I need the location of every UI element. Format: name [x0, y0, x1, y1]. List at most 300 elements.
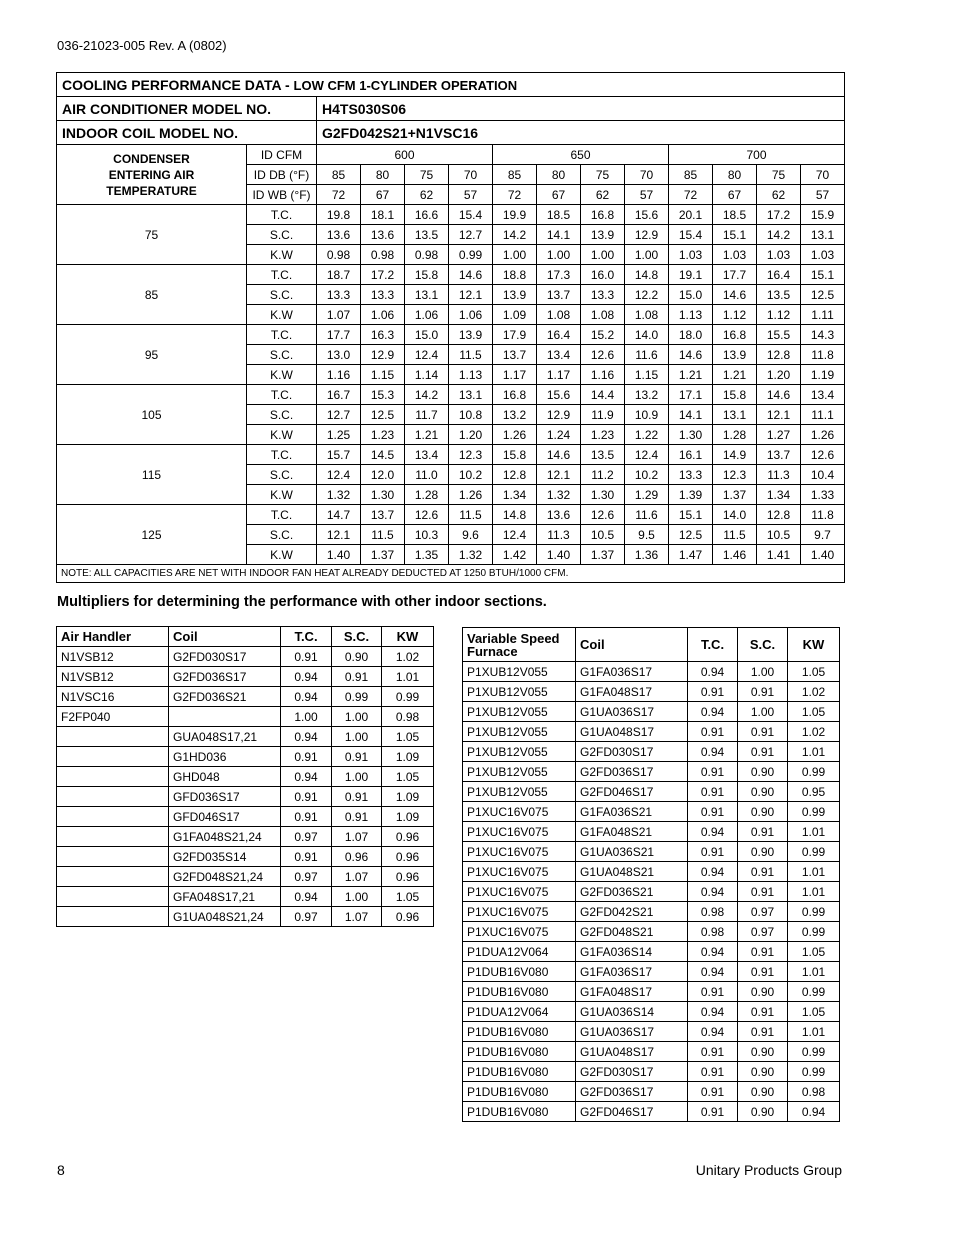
table-cell: 1.07 [332, 827, 382, 847]
performance-value: 1.00 [625, 245, 669, 265]
table-row [463, 682, 840, 702]
company-name: Unitary Products Group [695, 1162, 842, 1178]
performance-value: 13.2 [625, 385, 669, 405]
performance-value: 14.4 [581, 385, 625, 405]
performance-value: 11.3 [537, 525, 581, 545]
table-row [463, 842, 840, 862]
table-cell: 0.90 [738, 1082, 788, 1102]
performance-value: 12.4 [317, 465, 361, 485]
id-db-value: 80 [537, 165, 581, 185]
metric-label: K.W [247, 305, 317, 325]
performance-value: 12.5 [669, 525, 713, 545]
table-row [463, 802, 840, 822]
condenser-temp-cell: 85 [57, 265, 247, 325]
performance-value: 15.4 [449, 205, 493, 225]
table-cell: 1.05 [788, 1002, 840, 1022]
performance-value: 17.7 [713, 265, 757, 285]
performance-value: 12.1 [757, 405, 801, 425]
performance-value: 14.1 [537, 225, 581, 245]
id-db-value: 80 [713, 165, 757, 185]
table-row [463, 762, 840, 782]
table-cell: G1FA036S17 [576, 962, 688, 982]
table-cell: 0.97 [281, 907, 332, 927]
document-number: 036-21023-005 Rev. A (0802) [57, 38, 227, 53]
id-wb-value: 62 [581, 185, 625, 205]
performance-value: 1.19 [801, 365, 845, 385]
performance-value: 12.6 [405, 505, 449, 525]
table-cell: 0.94 [688, 1002, 738, 1022]
table-cell: G2FD046S17 [576, 1102, 688, 1122]
multipliers-heading: Multipliers for determining the performance with other indoor sections. [57, 594, 547, 610]
performance-value: 12.9 [537, 405, 581, 425]
table-cell: G2FD030S17 [576, 742, 688, 762]
performance-value: 1.12 [713, 305, 757, 325]
metric-label: S.C. [247, 285, 317, 305]
performance-value: 11.0 [405, 465, 449, 485]
table-cell: G1UA048S21,24 [169, 907, 281, 927]
performance-value: 1.32 [537, 485, 581, 505]
ac-model-row [57, 97, 845, 121]
performance-value: 12.8 [757, 345, 801, 365]
table-cell: G1UA036S17 [576, 702, 688, 722]
performance-value: 1.40 [801, 545, 845, 565]
table-cell: 0.91 [281, 787, 332, 807]
table-cell: 1.01 [788, 882, 840, 902]
id-db-value: 85 [493, 165, 537, 185]
ac-model-value: H4TS030S06 [317, 97, 845, 121]
table-cell: 0.99 [332, 687, 382, 707]
metric-label: S.C. [247, 465, 317, 485]
performance-value: 1.03 [713, 245, 757, 265]
performance-value: 1.24 [537, 425, 581, 445]
table-cell: G2FD048S21,24 [169, 867, 281, 887]
table-cell: 0.94 [281, 687, 332, 707]
table-cell: 0.90 [738, 842, 788, 862]
performance-value: 13.4 [405, 445, 449, 465]
performance-value: 1.15 [361, 365, 405, 385]
table-cell: 0.94 [688, 1022, 738, 1042]
table-row [463, 742, 840, 762]
table-cell: 0.99 [788, 762, 840, 782]
performance-value: 12.7 [317, 405, 361, 425]
column-header: Coil [576, 628, 688, 662]
performance-value: 1.13 [449, 365, 493, 385]
performance-value: 1.42 [493, 545, 537, 565]
table-cell: 0.97 [738, 902, 788, 922]
performance-value: 1.28 [405, 485, 449, 505]
table-cell: 0.94 [688, 862, 738, 882]
table-cell: 1.09 [382, 747, 434, 767]
performance-value: 1.12 [757, 305, 801, 325]
metric-label: T.C. [247, 265, 317, 285]
table-cell: 0.99 [788, 922, 840, 942]
table-cell: 0.94 [688, 882, 738, 902]
table-row [57, 687, 434, 707]
id-cfm-label: ID CFM [247, 145, 317, 165]
table-cell: GUA048S17,21 [169, 727, 281, 747]
performance-value: 15.8 [713, 385, 757, 405]
metric-label: T.C. [247, 445, 317, 465]
table-cell: 0.99 [788, 1042, 840, 1062]
performance-value: 1.25 [317, 425, 361, 445]
column-header: S.C. [738, 628, 788, 662]
table-cell: 0.91 [738, 1022, 788, 1042]
ac-model-label: AIR CONDITIONER MODEL NO. [57, 97, 317, 121]
id-db-value: 75 [405, 165, 449, 185]
performance-value: 13.6 [537, 505, 581, 525]
metric-label: S.C. [247, 345, 317, 365]
performance-value: 1.41 [757, 545, 801, 565]
condenser-temp-cell: 75 [57, 205, 247, 265]
performance-value: 1.08 [537, 305, 581, 325]
table-cell: 0.91 [688, 762, 738, 782]
table-cell: 0.99 [788, 982, 840, 1002]
performance-value: 13.3 [317, 285, 361, 305]
performance-value: 13.1 [405, 285, 449, 305]
performance-value: 1.32 [449, 545, 493, 565]
id-wb-value: 57 [801, 185, 845, 205]
performance-value: 12.1 [537, 465, 581, 485]
performance-value: 1.40 [537, 545, 581, 565]
metric-label: T.C. [247, 325, 317, 345]
performance-value: 17.2 [361, 265, 405, 285]
table-cell: 0.97 [281, 827, 332, 847]
table-cell: 0.98 [688, 902, 738, 922]
performance-value: 11.2 [581, 465, 625, 485]
performance-row [57, 505, 845, 525]
metric-label: T.C. [247, 505, 317, 525]
performance-value: 1.22 [625, 425, 669, 445]
performance-value: 13.6 [361, 225, 405, 245]
performance-value: 13.9 [581, 225, 625, 245]
table-cell [57, 807, 169, 827]
table-cell [57, 747, 169, 767]
id-db-value: 70 [801, 165, 845, 185]
performance-value: 16.7 [317, 385, 361, 405]
table-cell: 1.02 [382, 647, 434, 667]
table-cell: 0.90 [738, 982, 788, 1002]
performance-value: 1.32 [317, 485, 361, 505]
performance-value: 1.47 [669, 545, 713, 565]
performance-value: 15.1 [801, 265, 845, 285]
performance-value: 1.00 [493, 245, 537, 265]
performance-value: 12.1 [449, 285, 493, 305]
performance-value: 14.0 [713, 505, 757, 525]
performance-value: 12.1 [317, 525, 361, 545]
performance-value: 11.5 [449, 505, 493, 525]
table-cell: G2FD035S14 [169, 847, 281, 867]
performance-value: 13.1 [713, 405, 757, 425]
table-cell: 0.91 [332, 807, 382, 827]
performance-value: 12.6 [801, 445, 845, 465]
table-cell: P1XUC16V075 [463, 882, 576, 902]
table-cell: 0.97 [281, 867, 332, 887]
performance-value: 13.1 [449, 385, 493, 405]
table-cell: 0.94 [281, 767, 332, 787]
performance-value: 10.2 [625, 465, 669, 485]
table-cell: 0.94 [281, 667, 332, 687]
table-cell: P1XUC16V075 [463, 842, 576, 862]
performance-value: 1.26 [449, 485, 493, 505]
table-cell: 0.96 [332, 847, 382, 867]
table-row [463, 1042, 840, 1062]
performance-value: 1.28 [713, 425, 757, 445]
performance-row [57, 265, 845, 285]
table-cell [57, 907, 169, 927]
performance-value: 12.6 [581, 345, 625, 365]
performance-value: 16.4 [757, 265, 801, 285]
performance-value: 12.4 [493, 525, 537, 545]
performance-value: 14.7 [317, 505, 361, 525]
table-cell [57, 847, 169, 867]
performance-value: 18.5 [713, 205, 757, 225]
performance-value: 10.5 [757, 525, 801, 545]
performance-value: 1.14 [405, 365, 449, 385]
condenser-header-line: CONDENSER [113, 151, 190, 166]
table-cell: G1UA048S17 [576, 722, 688, 742]
table-cell: P1DUA12V064 [463, 1002, 576, 1022]
table-cell: 1.01 [382, 667, 434, 687]
performance-value: 16.3 [361, 325, 405, 345]
variable-speed-multipliers-table [462, 627, 840, 1122]
performance-value: 1.11 [801, 305, 845, 325]
performance-value: 12.5 [801, 285, 845, 305]
cfm-row [57, 145, 845, 165]
performance-value: 14.2 [405, 385, 449, 405]
id-db-value: 70 [625, 165, 669, 185]
table-cell: 0.90 [332, 647, 382, 667]
table-cell: 1.09 [382, 807, 434, 827]
table-cell: 1.00 [281, 707, 332, 727]
metric-label: S.C. [247, 405, 317, 425]
column-header: T.C. [688, 628, 738, 662]
table-cell: 1.02 [788, 722, 840, 742]
column-header: KW [788, 628, 840, 662]
table-cell: 0.91 [738, 962, 788, 982]
performance-value: 13.9 [713, 345, 757, 365]
performance-value: 14.6 [449, 265, 493, 285]
performance-value: 11.5 [361, 525, 405, 545]
table-cell: 1.05 [382, 727, 434, 747]
table-cell: 0.96 [382, 907, 434, 927]
table-cell: G2FD048S21 [576, 922, 688, 942]
performance-value: 14.0 [625, 325, 669, 345]
performance-value: 14.9 [713, 445, 757, 465]
id-db-value: 85 [317, 165, 361, 185]
table-row [463, 942, 840, 962]
table-cell: G2FD036S21 [169, 687, 281, 707]
table-cell: 0.91 [688, 782, 738, 802]
table-row [463, 722, 840, 742]
table-cell: 0.99 [788, 802, 840, 822]
table-cell: GFA048S17,21 [169, 887, 281, 907]
table-cell: 0.91 [281, 647, 332, 667]
table-cell: 0.96 [382, 867, 434, 887]
id-wb-value: 67 [361, 185, 405, 205]
table-cell: P1DUB16V080 [463, 982, 576, 1002]
table-cell: P1XUC16V075 [463, 862, 576, 882]
title-row [57, 73, 845, 97]
table-cell: G2FD036S21 [576, 882, 688, 902]
table-cell [57, 767, 169, 787]
table-cell: P1DUB16V080 [463, 1102, 576, 1122]
performance-value: 12.4 [405, 345, 449, 365]
id-wb-value: 62 [405, 185, 449, 205]
performance-value: 18.7 [317, 265, 361, 285]
table-cell: 0.95 [788, 782, 840, 802]
table-cell: 0.91 [738, 822, 788, 842]
table-row [463, 702, 840, 722]
performance-value: 13.3 [361, 285, 405, 305]
table-cell: 0.91 [688, 1082, 738, 1102]
performance-value: 13.7 [757, 445, 801, 465]
table-row [463, 922, 840, 942]
id-wb-label: ID WB (°F) [247, 185, 317, 205]
table-cell: P1XUB12V055 [463, 742, 576, 762]
table-cell: 0.91 [332, 787, 382, 807]
column-header: T.C. [281, 627, 332, 647]
performance-value: 13.7 [493, 345, 537, 365]
table-cell: 1.01 [788, 862, 840, 882]
table-cell: P1DUB16V080 [463, 1042, 576, 1062]
table-cell: 1.00 [738, 702, 788, 722]
id-db-label: ID DB (°F) [247, 165, 317, 185]
performance-value: 0.98 [405, 245, 449, 265]
table-cell: 0.94 [281, 727, 332, 747]
performance-value: 11.3 [757, 465, 801, 485]
column-header: KW [382, 627, 434, 647]
performance-value: 15.3 [361, 385, 405, 405]
coil-model-label: INDOOR COIL MODEL NO. [57, 121, 317, 145]
performance-value: 15.0 [405, 325, 449, 345]
performance-value: 1.13 [669, 305, 713, 325]
performance-value: 13.3 [581, 285, 625, 305]
performance-value: 1.06 [361, 305, 405, 325]
condenser-temp-header [57, 145, 247, 205]
column-header: Coil [169, 627, 281, 647]
table-cell: 0.91 [688, 842, 738, 862]
performance-value: 1.21 [713, 365, 757, 385]
metric-label: K.W [247, 545, 317, 565]
table-cell: GHD048 [169, 767, 281, 787]
performance-value: 12.9 [625, 225, 669, 245]
performance-value: 13.9 [493, 285, 537, 305]
performance-value: 17.7 [317, 325, 361, 345]
performance-value: 1.40 [317, 545, 361, 565]
performance-value: 19.1 [669, 265, 713, 285]
table-row [463, 1002, 840, 1022]
performance-value: 1.07 [317, 305, 361, 325]
performance-value: 12.4 [625, 445, 669, 465]
table-cell: 1.05 [382, 887, 434, 907]
performance-value: 19.9 [493, 205, 537, 225]
performance-value: 1.26 [801, 425, 845, 445]
table-row [57, 887, 434, 907]
performance-value: 1.34 [757, 485, 801, 505]
table-cell: 0.91 [738, 682, 788, 702]
performance-value: 11.8 [801, 505, 845, 525]
performance-value: 14.2 [757, 225, 801, 245]
table-cell: G1HD036 [169, 747, 281, 767]
performance-value: 12.2 [625, 285, 669, 305]
table-row [57, 647, 434, 667]
table-cell: 1.01 [788, 962, 840, 982]
table-row [57, 827, 434, 847]
table-cell: P1DUA12V064 [463, 942, 576, 962]
table-cell: 0.94 [688, 942, 738, 962]
table-cell: 1.05 [788, 662, 840, 682]
performance-value: 13.9 [449, 325, 493, 345]
performance-value: 1.36 [625, 545, 669, 565]
performance-value: 10.4 [801, 465, 845, 485]
table-cell [57, 787, 169, 807]
condenser-header-line: TEMPERATURE [106, 183, 197, 198]
table-row [463, 1022, 840, 1042]
id-wb-value: 57 [449, 185, 493, 205]
performance-value: 14.8 [493, 505, 537, 525]
table-cell: 0.94 [688, 702, 738, 722]
performance-value: 11.6 [625, 505, 669, 525]
performance-value: 13.1 [801, 225, 845, 245]
performance-value: 1.03 [669, 245, 713, 265]
table-cell: G1FA048S21,24 [169, 827, 281, 847]
table-cell: 0.91 [688, 1042, 738, 1062]
table-row [463, 1102, 840, 1122]
performance-value: 15.0 [669, 285, 713, 305]
performance-value: 10.2 [449, 465, 493, 485]
table-row [57, 747, 434, 767]
performance-value: 11.5 [449, 345, 493, 365]
table-cell: P1XUB12V055 [463, 702, 576, 722]
id-wb-value: 72 [317, 185, 361, 205]
table-cell: GFD046S17 [169, 807, 281, 827]
performance-row [57, 205, 845, 225]
performance-value: 10.3 [405, 525, 449, 545]
table-cell: 0.91 [738, 862, 788, 882]
table-cell: GFD036S17 [169, 787, 281, 807]
performance-value: 1.06 [449, 305, 493, 325]
condenser-temp-cell: 115 [57, 445, 247, 505]
table-cell: 0.90 [738, 1062, 788, 1082]
table-row [57, 787, 434, 807]
performance-value: 16.0 [581, 265, 625, 285]
performance-value: 10.9 [625, 405, 669, 425]
table-cell: 1.01 [788, 822, 840, 842]
table-row [57, 867, 434, 887]
id-wb-value: 67 [537, 185, 581, 205]
performance-value: 12.6 [581, 505, 625, 525]
performance-value: 1.21 [669, 365, 713, 385]
table-cell: G1FA036S21 [576, 802, 688, 822]
coil-model-row [57, 121, 845, 145]
table-cell: N1VSB12 [57, 667, 169, 687]
performance-value: 13.0 [317, 345, 361, 365]
performance-value: 1.17 [493, 365, 537, 385]
performance-value: 1.17 [537, 365, 581, 385]
table-cell: P1DUB16V080 [463, 1062, 576, 1082]
table-cell: 0.90 [738, 802, 788, 822]
performance-value: 11.8 [801, 345, 845, 365]
performance-value: 1.29 [625, 485, 669, 505]
table-cell [57, 827, 169, 847]
performance-value: 11.6 [625, 345, 669, 365]
table-cell: P1XUC16V075 [463, 902, 576, 922]
table-title [57, 73, 845, 97]
performance-value: 13.6 [317, 225, 361, 245]
performance-value: 13.7 [537, 285, 581, 305]
cfm-value: 600 [317, 145, 493, 165]
performance-value: 17.3 [537, 265, 581, 285]
